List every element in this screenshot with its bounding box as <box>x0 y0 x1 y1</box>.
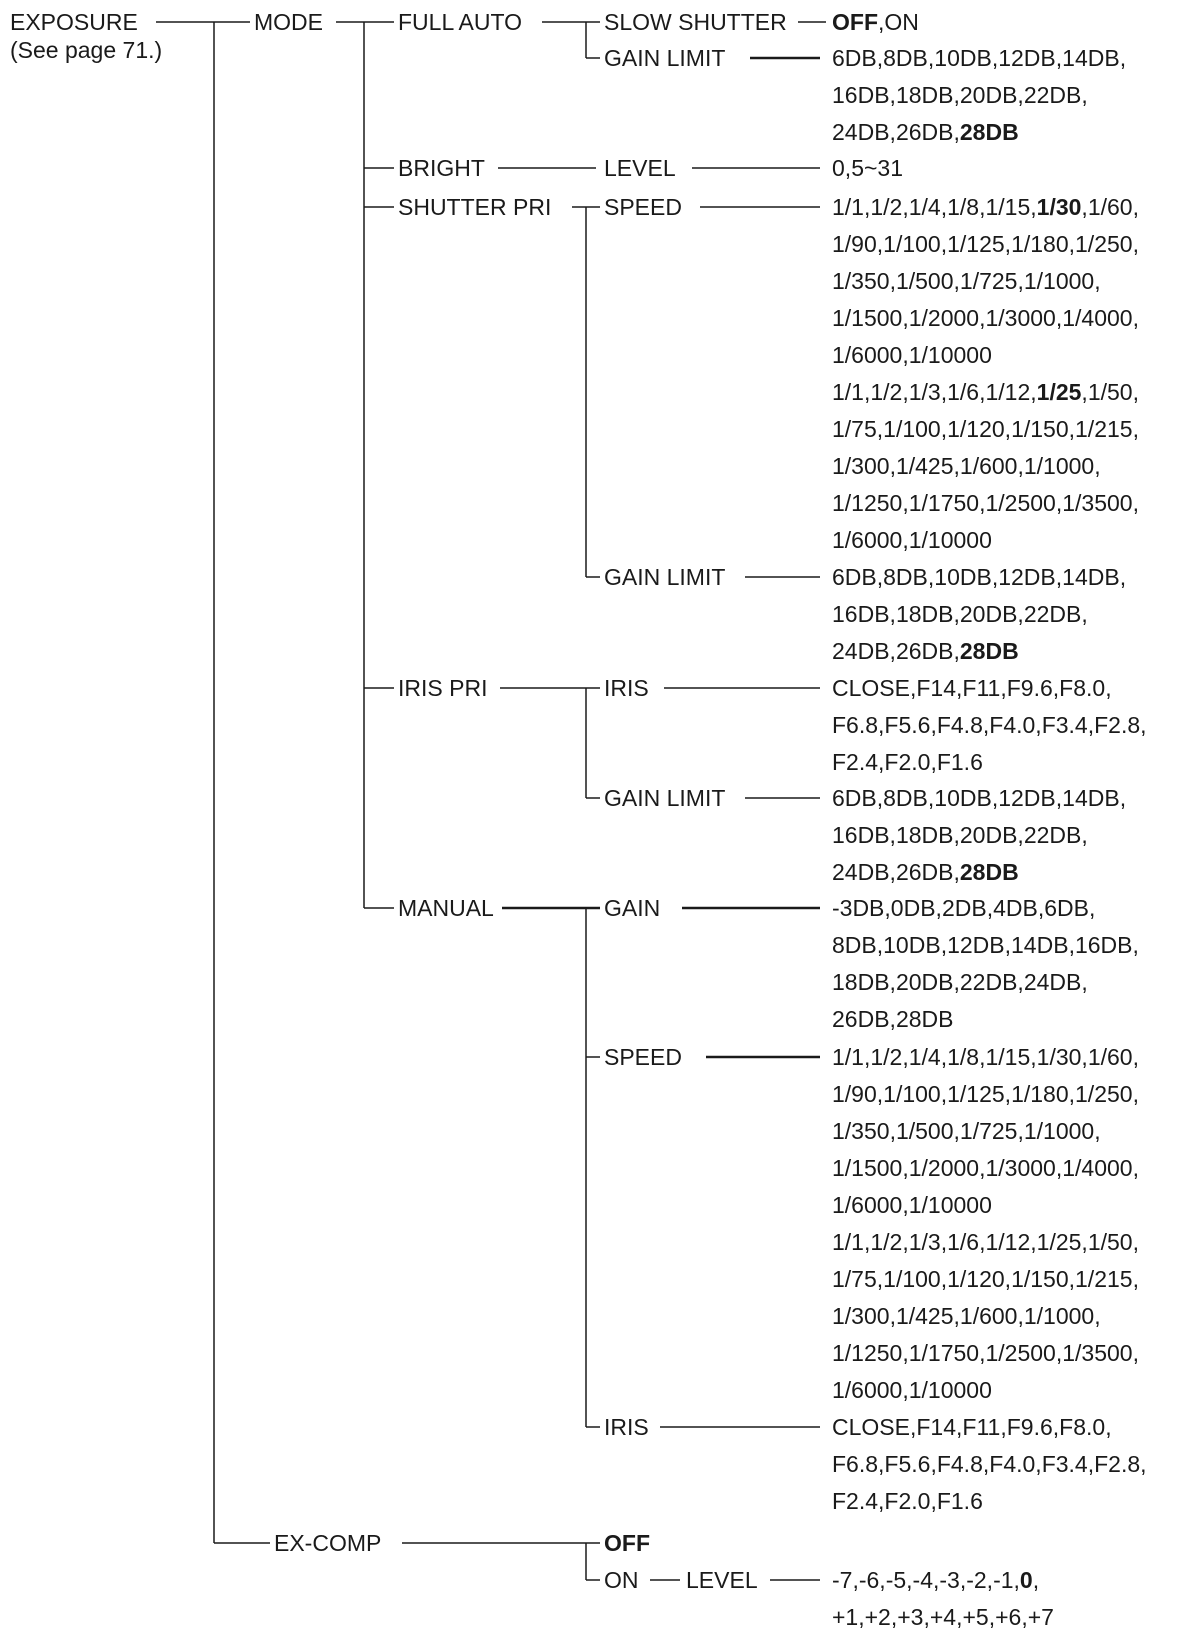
value-line: 1/6000,1/10000 <box>832 1377 992 1403</box>
gain-limit-node: GAIN LIMIT <box>604 785 726 811</box>
value-line: 16DB,18DB,20DB,22DB, <box>832 822 1088 848</box>
value-line: 1/1500,1/2000,1/3000,1/4000, <box>832 1155 1139 1181</box>
value-line: 24DB,26DB,28DB <box>832 119 1019 145</box>
value-line: 1/1250,1/1750,1/2500,1/3500, <box>832 490 1139 516</box>
value-line: 1/1,1/2,1/3,1/6,1/12,1/25,1/50, <box>832 379 1139 405</box>
value-line: 1/350,1/500,1/725,1/1000, <box>832 268 1101 294</box>
gain-limit-node: GAIN LIMIT <box>604 45 726 71</box>
iris-pri-node: IRIS PRI <box>398 675 488 701</box>
value-line: 16DB,18DB,20DB,22DB, <box>832 601 1088 627</box>
value-line: 26DB,28DB <box>832 1006 954 1032</box>
full-auto-node: FULL AUTO <box>398 9 522 35</box>
iris-node: IRIS <box>604 1414 649 1440</box>
slow-shutter-node: SLOW SHUTTER <box>604 9 787 35</box>
page-reference-note: (See page 71.) <box>10 37 163 63</box>
value-line: +1,+2,+3,+4,+5,+6,+7 <box>832 1604 1054 1630</box>
value-line: 6DB,8DB,10DB,12DB,14DB, <box>832 45 1127 71</box>
value-line: 1/6000,1/10000 <box>832 342 992 368</box>
value-line: F2.4,F2.0,F1.6 <box>832 1488 983 1514</box>
exposure-root: EXPOSURE <box>10 9 138 35</box>
value-line: 8DB,10DB,12DB,14DB,16DB, <box>832 932 1139 958</box>
value-line: F6.8,F5.6,F4.8,F4.0,F3.4,F2.8, <box>832 1451 1147 1477</box>
shutter-pri-node: SHUTTER PRI <box>398 194 552 220</box>
speed-node: SPEED <box>604 194 682 220</box>
on-node: ON <box>604 1567 639 1593</box>
value-line: -7,-6,-5,-4,-3,-2,-1,0, <box>832 1567 1040 1593</box>
value-line: 1/1500,1/2000,1/3000,1/4000, <box>832 305 1139 331</box>
value-line: 1/90,1/100,1/125,1/180,1/250, <box>832 1081 1139 1107</box>
value-line: 1/1,1/2,1/3,1/6,1/12,1/25,1/50, <box>832 1229 1139 1255</box>
gain-limit-node: GAIN LIMIT <box>604 564 726 590</box>
value-line: 6DB,8DB,10DB,12DB,14DB, <box>832 564 1127 590</box>
gain-node: GAIN <box>604 895 661 921</box>
value-line: 1/1,1/2,1/4,1/8,1/15,1/30,1/60, <box>832 194 1139 220</box>
ex-comp-node: EX-COMP <box>274 1530 382 1556</box>
manual-node: MANUAL <box>398 895 494 921</box>
value-line: 1/1250,1/1750,1/2500,1/3500, <box>832 1340 1139 1366</box>
value-line: 0,5~31 <box>832 155 903 181</box>
iris-node: IRIS <box>604 675 649 701</box>
value-line: CLOSE,F14,F11,F9.6,F8.0, <box>832 675 1112 701</box>
level-node: LEVEL <box>686 1567 758 1593</box>
speed-node: SPEED <box>604 1044 682 1070</box>
value-line: 18DB,20DB,22DB,24DB, <box>832 969 1088 995</box>
value-line: 1/75,1/100,1/120,1/150,1/215, <box>832 416 1139 442</box>
value-line: 6DB,8DB,10DB,12DB,14DB, <box>832 785 1127 811</box>
value-line: 24DB,26DB,28DB <box>832 859 1019 885</box>
bright-node: BRIGHT <box>398 155 485 181</box>
mode-node: MODE <box>254 9 323 35</box>
level-node: LEVEL <box>604 155 676 181</box>
value-line: CLOSE,F14,F11,F9.6,F8.0, <box>832 1414 1112 1440</box>
value-line: F2.4,F2.0,F1.6 <box>832 749 983 775</box>
value-line: 1/90,1/100,1/125,1/180,1/250, <box>832 231 1139 257</box>
value-line: -3DB,0DB,2DB,4DB,6DB, <box>832 895 1096 921</box>
value-line: 1/75,1/100,1/120,1/150,1/215, <box>832 1266 1139 1292</box>
value-line: 1/300,1/425,1/600,1/1000, <box>832 1303 1101 1329</box>
value-line: 16DB,18DB,20DB,22DB, <box>832 82 1088 108</box>
value-line: 1/6000,1/10000 <box>832 527 992 553</box>
value-line: 24DB,26DB,28DB <box>832 638 1019 664</box>
value-line: F6.8,F5.6,F4.8,F4.0,F3.4,F2.8, <box>832 712 1147 738</box>
value-line: OFF,ON <box>832 9 919 35</box>
value-line: 1/1,1/2,1/4,1/8,1/15,1/30,1/60, <box>832 1044 1139 1070</box>
off-node: OFF <box>604 1530 650 1556</box>
value-line: 1/300,1/425,1/600,1/1000, <box>832 453 1101 479</box>
value-line: 1/350,1/500,1/725,1/1000, <box>832 1118 1101 1144</box>
value-line: 1/6000,1/10000 <box>832 1192 992 1218</box>
